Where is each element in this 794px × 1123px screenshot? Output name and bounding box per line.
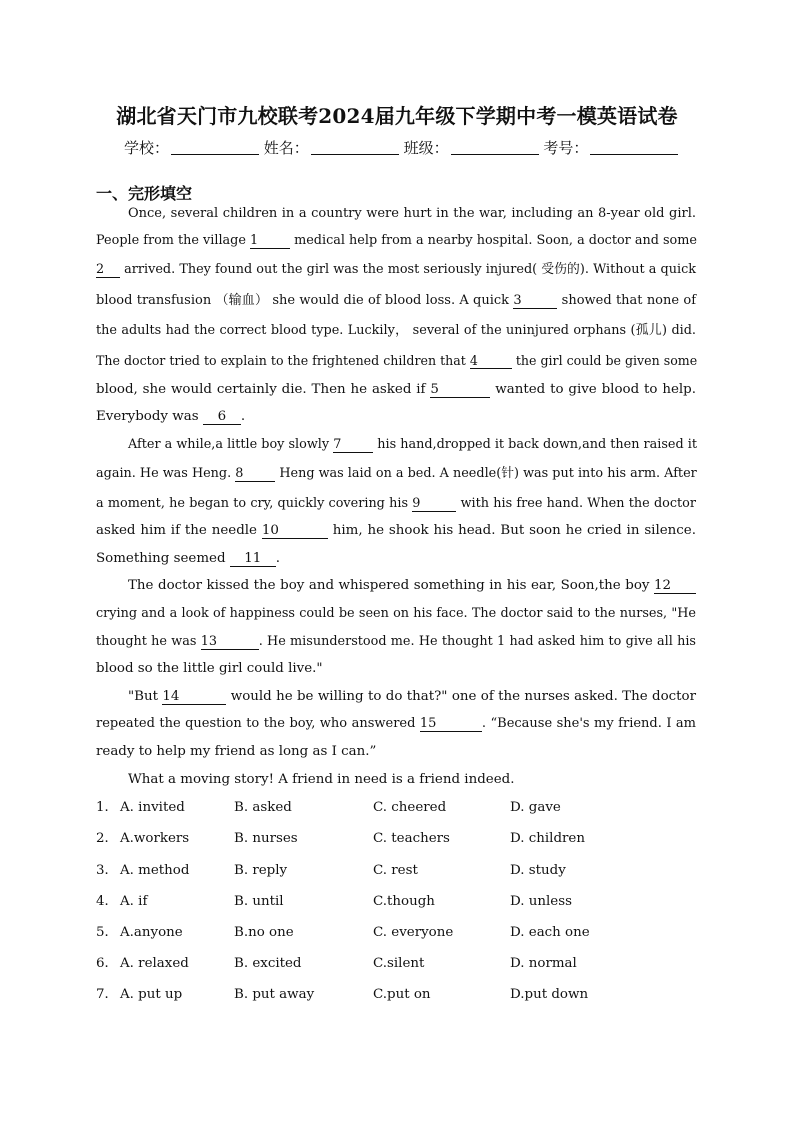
passage-text: The doctor kissed the boy and whispered something in his ear, Soon,the boy <box>128 578 650 593</box>
passage-text: After a while,a little boy slowly <box>128 437 330 452</box>
passage-line <box>128 205 696 223</box>
option-d[interactable]: D. study <box>510 863 566 878</box>
option-b[interactable]: B. until <box>234 894 284 909</box>
passage-text: would he be willing to do that?" one of the nurses asked. The doctor <box>230 689 696 704</box>
option-b[interactable]: B. put away <box>234 987 315 1002</box>
option-c[interactable]: C.silent <box>373 956 425 971</box>
passage-text: crying and a look of happiness could be seen on his face. The doctor said to the nurses, "He <box>96 606 696 621</box>
blank-7: 7 <box>333 438 373 453</box>
passage-line <box>128 577 696 595</box>
option-c[interactable]: C. cheered <box>373 800 447 815</box>
class-blank <box>451 139 539 155</box>
blank-12: 12 <box>654 579 696 594</box>
section-heading: 一、完形填空 <box>96 184 193 203</box>
blank-11: 11 <box>230 552 276 567</box>
passage-line <box>128 771 696 789</box>
option-d[interactable]: D. children <box>510 831 585 846</box>
passage-line <box>96 408 696 426</box>
passage-text: . He misunderstood me. He thought 1 had asked him to give all his <box>258 634 696 649</box>
passage-line <box>128 688 696 706</box>
passage-text: again. He was Heng. <box>96 466 232 481</box>
option-b[interactable]: B. excited <box>234 956 302 971</box>
option-d[interactable]: D.put down <box>510 987 589 1002</box>
blank-9: 9 <box>412 497 456 512</box>
passage-text: medical help from a nearby hospital. Soon, a doctor and some <box>294 233 697 248</box>
option-c[interactable]: C. teachers <box>373 831 450 846</box>
passage-text: . <box>240 409 246 424</box>
passage-text: thought he was <box>96 634 197 649</box>
option-a[interactable]: A. method <box>120 863 190 878</box>
name-label: 姓名： <box>263 139 309 157</box>
passage-text: repeated the question to the boy, who answered <box>96 716 416 731</box>
passage-text: asked him if the needle <box>96 523 257 538</box>
option-b[interactable]: B. asked <box>234 800 292 815</box>
passage-text: blood transfusion （输血） she would die of blood loss. A quick <box>96 293 510 308</box>
passage-line <box>96 465 696 483</box>
exam-number-blank <box>590 139 678 155</box>
passage-line <box>96 292 696 310</box>
passage-line <box>96 633 696 651</box>
passage-text: The doctor tried to explain to the frightened children that <box>96 353 466 368</box>
passage-line <box>96 660 696 678</box>
passage-line <box>96 261 696 279</box>
exam-title: 湖北省天门市九校联考2024届九年级下学期中考一模英语试卷 <box>116 104 678 128</box>
blank-14: 14 <box>162 690 226 705</box>
passage-line <box>96 352 696 370</box>
question-number: 3． <box>96 863 118 878</box>
exam-number-label: 考号： <box>543 139 589 157</box>
option-a[interactable]: A. put up <box>120 987 183 1002</box>
option-c[interactable]: C.put on <box>373 987 431 1002</box>
passage-text: blood, she would certainly die. Then he asked if <box>96 382 426 397</box>
blank-15: 15 <box>420 717 482 732</box>
passage-line <box>96 232 696 250</box>
passage-text: "But <box>128 689 159 704</box>
passage-text: wanted to give blood to help. <box>495 382 696 397</box>
passage-text: blood so the little girl could live." <box>96 661 323 676</box>
option-d[interactable]: D. unless <box>510 894 572 909</box>
student-info-row <box>124 137 678 158</box>
option-d[interactable]: D. normal <box>510 956 577 971</box>
question-number: 2． <box>96 831 118 846</box>
option-b[interactable]: B. reply <box>234 863 288 878</box>
option-b[interactable]: B. nurses <box>234 831 298 846</box>
option-a[interactable]: A. invited <box>120 800 185 815</box>
blank-6: 6 <box>203 410 241 425</box>
option-b[interactable]: B.no one <box>234 925 294 940</box>
option-d[interactable]: D. gave <box>510 800 561 815</box>
option-c[interactable]: C. everyone <box>373 925 454 940</box>
option-a[interactable]: A. relaxed <box>120 956 189 971</box>
passage-text: a moment, he began to cry, quickly covering his <box>96 496 409 511</box>
school-blank <box>171 139 259 155</box>
passage-text: with his free hand. When the doctor <box>460 496 696 511</box>
passage-text: What a moving story! A friend in need is a friend indeed. <box>128 772 515 787</box>
passage-text: ready to help my friend as long as I can.” <box>96 744 377 759</box>
passage-text: People from the village <box>96 233 246 248</box>
option-c[interactable]: C.though <box>373 894 435 909</box>
passage-text: . <box>275 551 281 566</box>
question-number: 4． <box>96 894 118 909</box>
passage-line <box>96 743 696 761</box>
option-a[interactable]: A.anyone <box>120 925 183 940</box>
passage-text: Everybody was <box>96 409 199 424</box>
passage-text: Heng was laid on a bed. A needle(针) was put into his arm. After <box>279 466 697 481</box>
blank-13: 13 <box>201 635 259 650</box>
option-c[interactable]: C. rest <box>373 863 418 878</box>
passage-text: arrived. They found out the girl was the most seriously injured( 受伤的). Without a quick <box>124 262 696 277</box>
passage-line <box>96 495 696 513</box>
blank-8: 8 <box>235 467 275 482</box>
passage-text: his hand,dropped it back down,and then raised it <box>377 437 697 452</box>
class-label: 班级： <box>403 139 449 157</box>
option-a[interactable]: A. if <box>120 894 148 909</box>
blank-1: 1 <box>250 234 290 249</box>
passage-text: him, he shook his head. But soon he cried in silence. <box>332 523 696 538</box>
blank-10: 10 <box>262 524 328 539</box>
question-number: 1． <box>96 800 118 815</box>
school-label: 学校： <box>124 139 170 157</box>
blank-5: 5 <box>430 383 490 398</box>
passage-text: . “Because she's my friend. I am <box>481 716 696 731</box>
question-number: 6． <box>96 956 118 971</box>
blank-4: 4 <box>470 354 512 369</box>
option-d[interactable]: D. each one <box>510 925 590 940</box>
passage-line <box>96 381 696 399</box>
passage-text: Something seemed <box>96 551 226 566</box>
blank-3: 3 <box>513 294 557 309</box>
passage-line <box>96 322 696 340</box>
passage-line <box>96 550 696 568</box>
passage-text: showed that none of <box>561 293 697 308</box>
passage-text: Once, several children in a country were hurt in the war, including an 8-year old girl. <box>128 206 696 221</box>
passage-text: the adults had the correct blood type. Luckily， several of the uninjured orphans (孤儿) did. <box>96 323 696 338</box>
passage-line <box>96 522 696 540</box>
question-number: 7． <box>96 987 118 1002</box>
question-number: 5． <box>96 925 118 940</box>
name-blank <box>311 139 399 155</box>
passage-line <box>96 715 696 733</box>
option-a[interactable]: A.workers <box>120 831 190 846</box>
passage-line <box>128 436 696 454</box>
blank-2: 2 <box>96 263 120 278</box>
passage-text: the girl could be given some <box>515 353 698 368</box>
passage-line <box>96 605 696 623</box>
